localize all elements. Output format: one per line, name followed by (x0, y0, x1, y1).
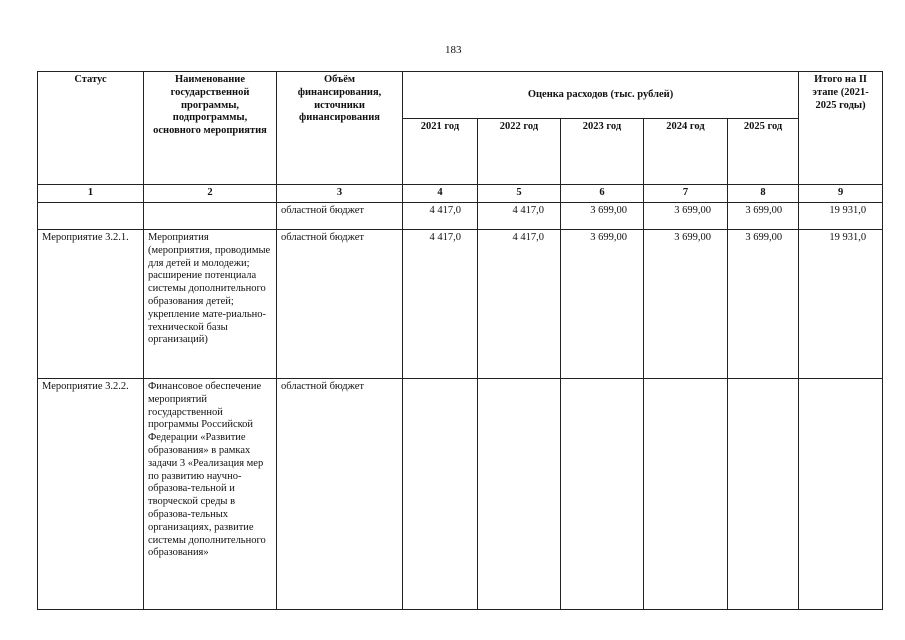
value-2023 (561, 379, 644, 610)
value-2021: 4 417,0 (403, 230, 478, 379)
value-2024: 3 699,00 (644, 203, 728, 230)
column-number: 9 (799, 185, 883, 203)
budget-table (37, 71, 883, 610)
column-number: 7 (644, 185, 728, 203)
table-row (38, 203, 883, 230)
header-name: Наименование государственной программы, подпрограммы, основного мероприятия (144, 72, 277, 185)
row-status: Мероприятие 3.2.1. (38, 230, 144, 379)
value-2021 (403, 379, 478, 610)
value-2025 (728, 379, 799, 610)
value-2024: 3 699,00 (644, 230, 728, 379)
header-year-2023: 2023 год (561, 119, 644, 185)
column-number-row (38, 185, 883, 203)
column-number: 8 (728, 185, 799, 203)
column-number: 4 (403, 185, 478, 203)
value-2024 (644, 379, 728, 610)
row-source: областной бюджет (277, 230, 403, 379)
value-2025: 3 699,00 (728, 203, 799, 230)
value-2021: 4 417,0 (403, 203, 478, 230)
value-2023: 3 699,00 (561, 230, 644, 379)
page-number: 183 (445, 44, 462, 56)
column-number: 2 (144, 185, 277, 203)
header-financing: Объём финансирования, источники финансирования (277, 72, 403, 185)
header-estimate: Оценка расходов (тыс. рублей) (403, 72, 799, 119)
value-2022: 4 417,0 (478, 203, 561, 230)
header-year-2024: 2024 год (644, 119, 728, 185)
header-year-2022: 2022 год (478, 119, 561, 185)
row-source: областной бюджет (277, 203, 403, 230)
value-total: 19 931,0 (799, 203, 883, 230)
column-number: 3 (277, 185, 403, 203)
column-number: 5 (478, 185, 561, 203)
header-year-2025: 2025 год (728, 119, 799, 185)
value-2022 (478, 379, 561, 610)
table-row (38, 379, 883, 610)
row-name: Мероприятия (мероприятия, проводимые для детей и молодежи; расширение потенциала системы дополнительного образования детей; укрепление мате-риально-технической базы организаций) (144, 230, 277, 379)
value-total: 19 931,0 (799, 230, 883, 379)
row-status (38, 203, 144, 230)
header-row (38, 72, 883, 119)
column-number: 6 (561, 185, 644, 203)
row-source: областной бюджет (277, 379, 403, 610)
value-2022: 4 417,0 (478, 230, 561, 379)
value-2025: 3 699,00 (728, 230, 799, 379)
column-number: 1 (38, 185, 144, 203)
header-status: Статус (38, 72, 144, 185)
row-name (144, 203, 277, 230)
value-2023: 3 699,00 (561, 203, 644, 230)
header-year-2021: 2021 год (403, 119, 478, 185)
value-total (799, 379, 883, 610)
row-name: Финансовое обеспечение мероприятий государственной программы Российской Федерации «Развитие образования» в рамках задачи 3 «Реализация мер по развитию научно-образова-тельной и творческой среды в образова-тельных организациях, развитие системы дополнительного образования» (144, 379, 277, 610)
row-status: Мероприятие 3.2.2. (38, 379, 144, 610)
table-row (38, 230, 883, 379)
header-total: Итого на II этапе (2021-2025 годы) (799, 72, 883, 185)
